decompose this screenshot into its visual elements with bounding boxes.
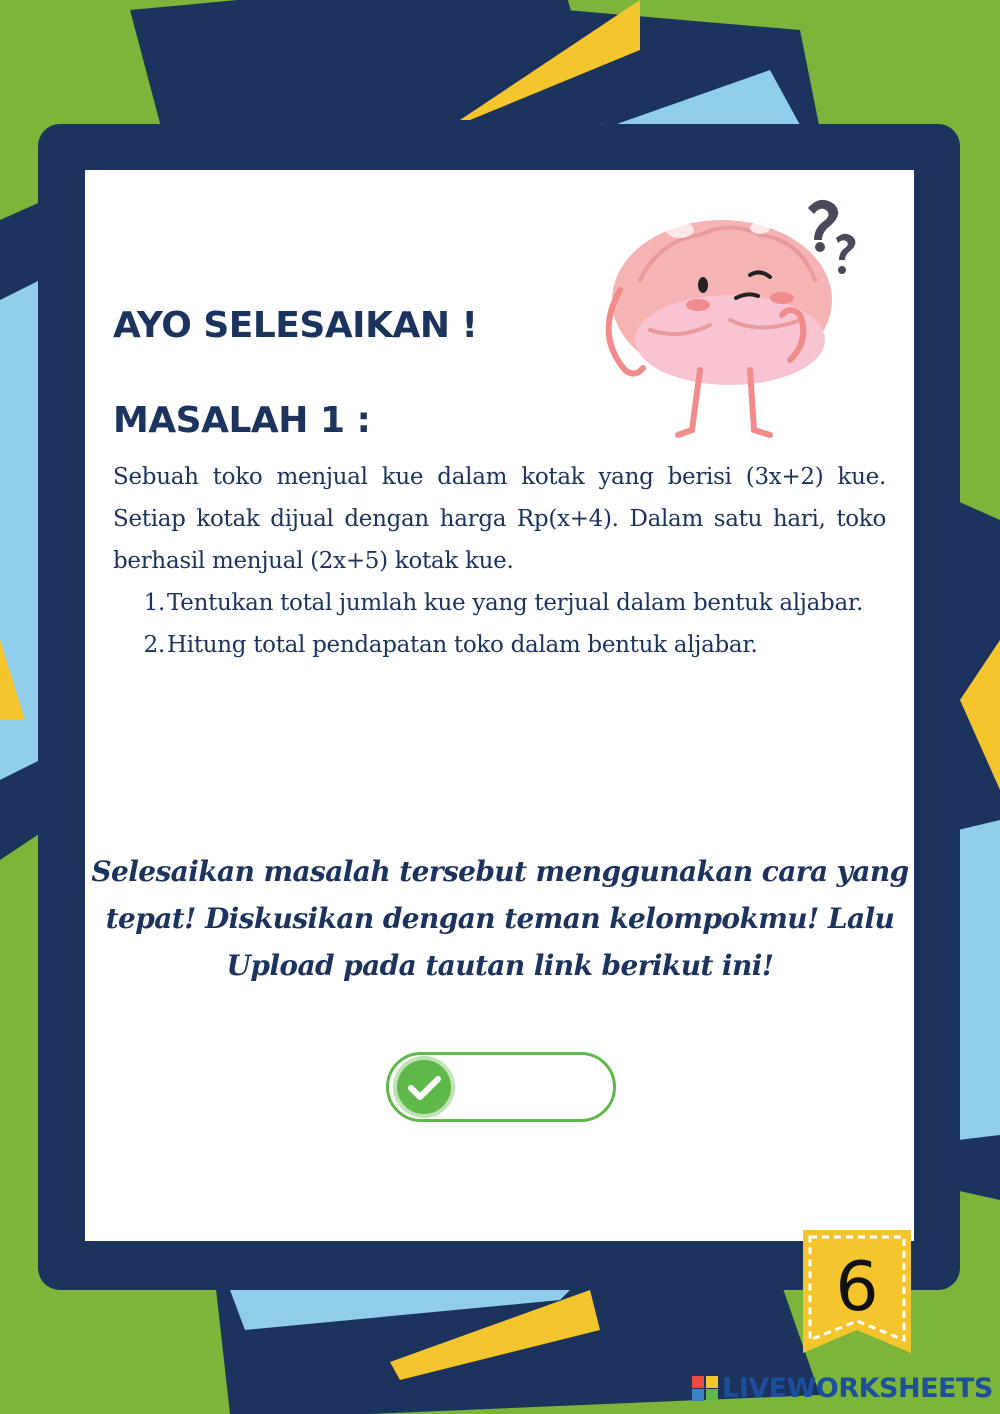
list-item xyxy=(113,582,886,624)
page-title: AYO SELESAIKAN ! xyxy=(113,305,478,346)
brain-body xyxy=(612,220,832,385)
instruction-text: Selesaikan masalah tersebut menggunakan cara yang tepat! Diskusikan dengan teman kelompokmu! Lalu Upload pada tautan link berikut ini! xyxy=(91,855,909,982)
question-text: Tentukan total jumlah kue yang terjual dalam bentuk aljabar. xyxy=(167,590,864,616)
page-number: 6 xyxy=(835,1248,879,1327)
question-number: 1. xyxy=(143,590,165,616)
problem-heading: MASALAH 1 : xyxy=(113,400,371,441)
stacked-card-right xyxy=(955,500,1000,1200)
liveworksheets-logo-icon xyxy=(692,1374,720,1402)
problem-description: Sebuah toko menjual kue dalam kotak yang berisi (3x+2) kue. Setiap kotak dijual dengan harga Rp(x+4). Dalam satu hari, toko berhasil menjual (2x+5) kotak kue. xyxy=(113,464,886,574)
toggle-knob xyxy=(397,1060,451,1114)
question-text: Hitung total pendapatan toko dalam bentuk aljabar. xyxy=(167,632,758,658)
checkmark-icon xyxy=(397,1060,451,1114)
brand-name: LIVEWORKSHEETS xyxy=(722,1372,993,1404)
question-list xyxy=(113,582,886,666)
question-number: 2. xyxy=(143,632,165,658)
thinking-brain-icon xyxy=(590,190,860,450)
brand-logo xyxy=(692,1370,993,1406)
list-item xyxy=(113,624,886,666)
upload-link-toggle[interactable] xyxy=(386,1052,616,1122)
